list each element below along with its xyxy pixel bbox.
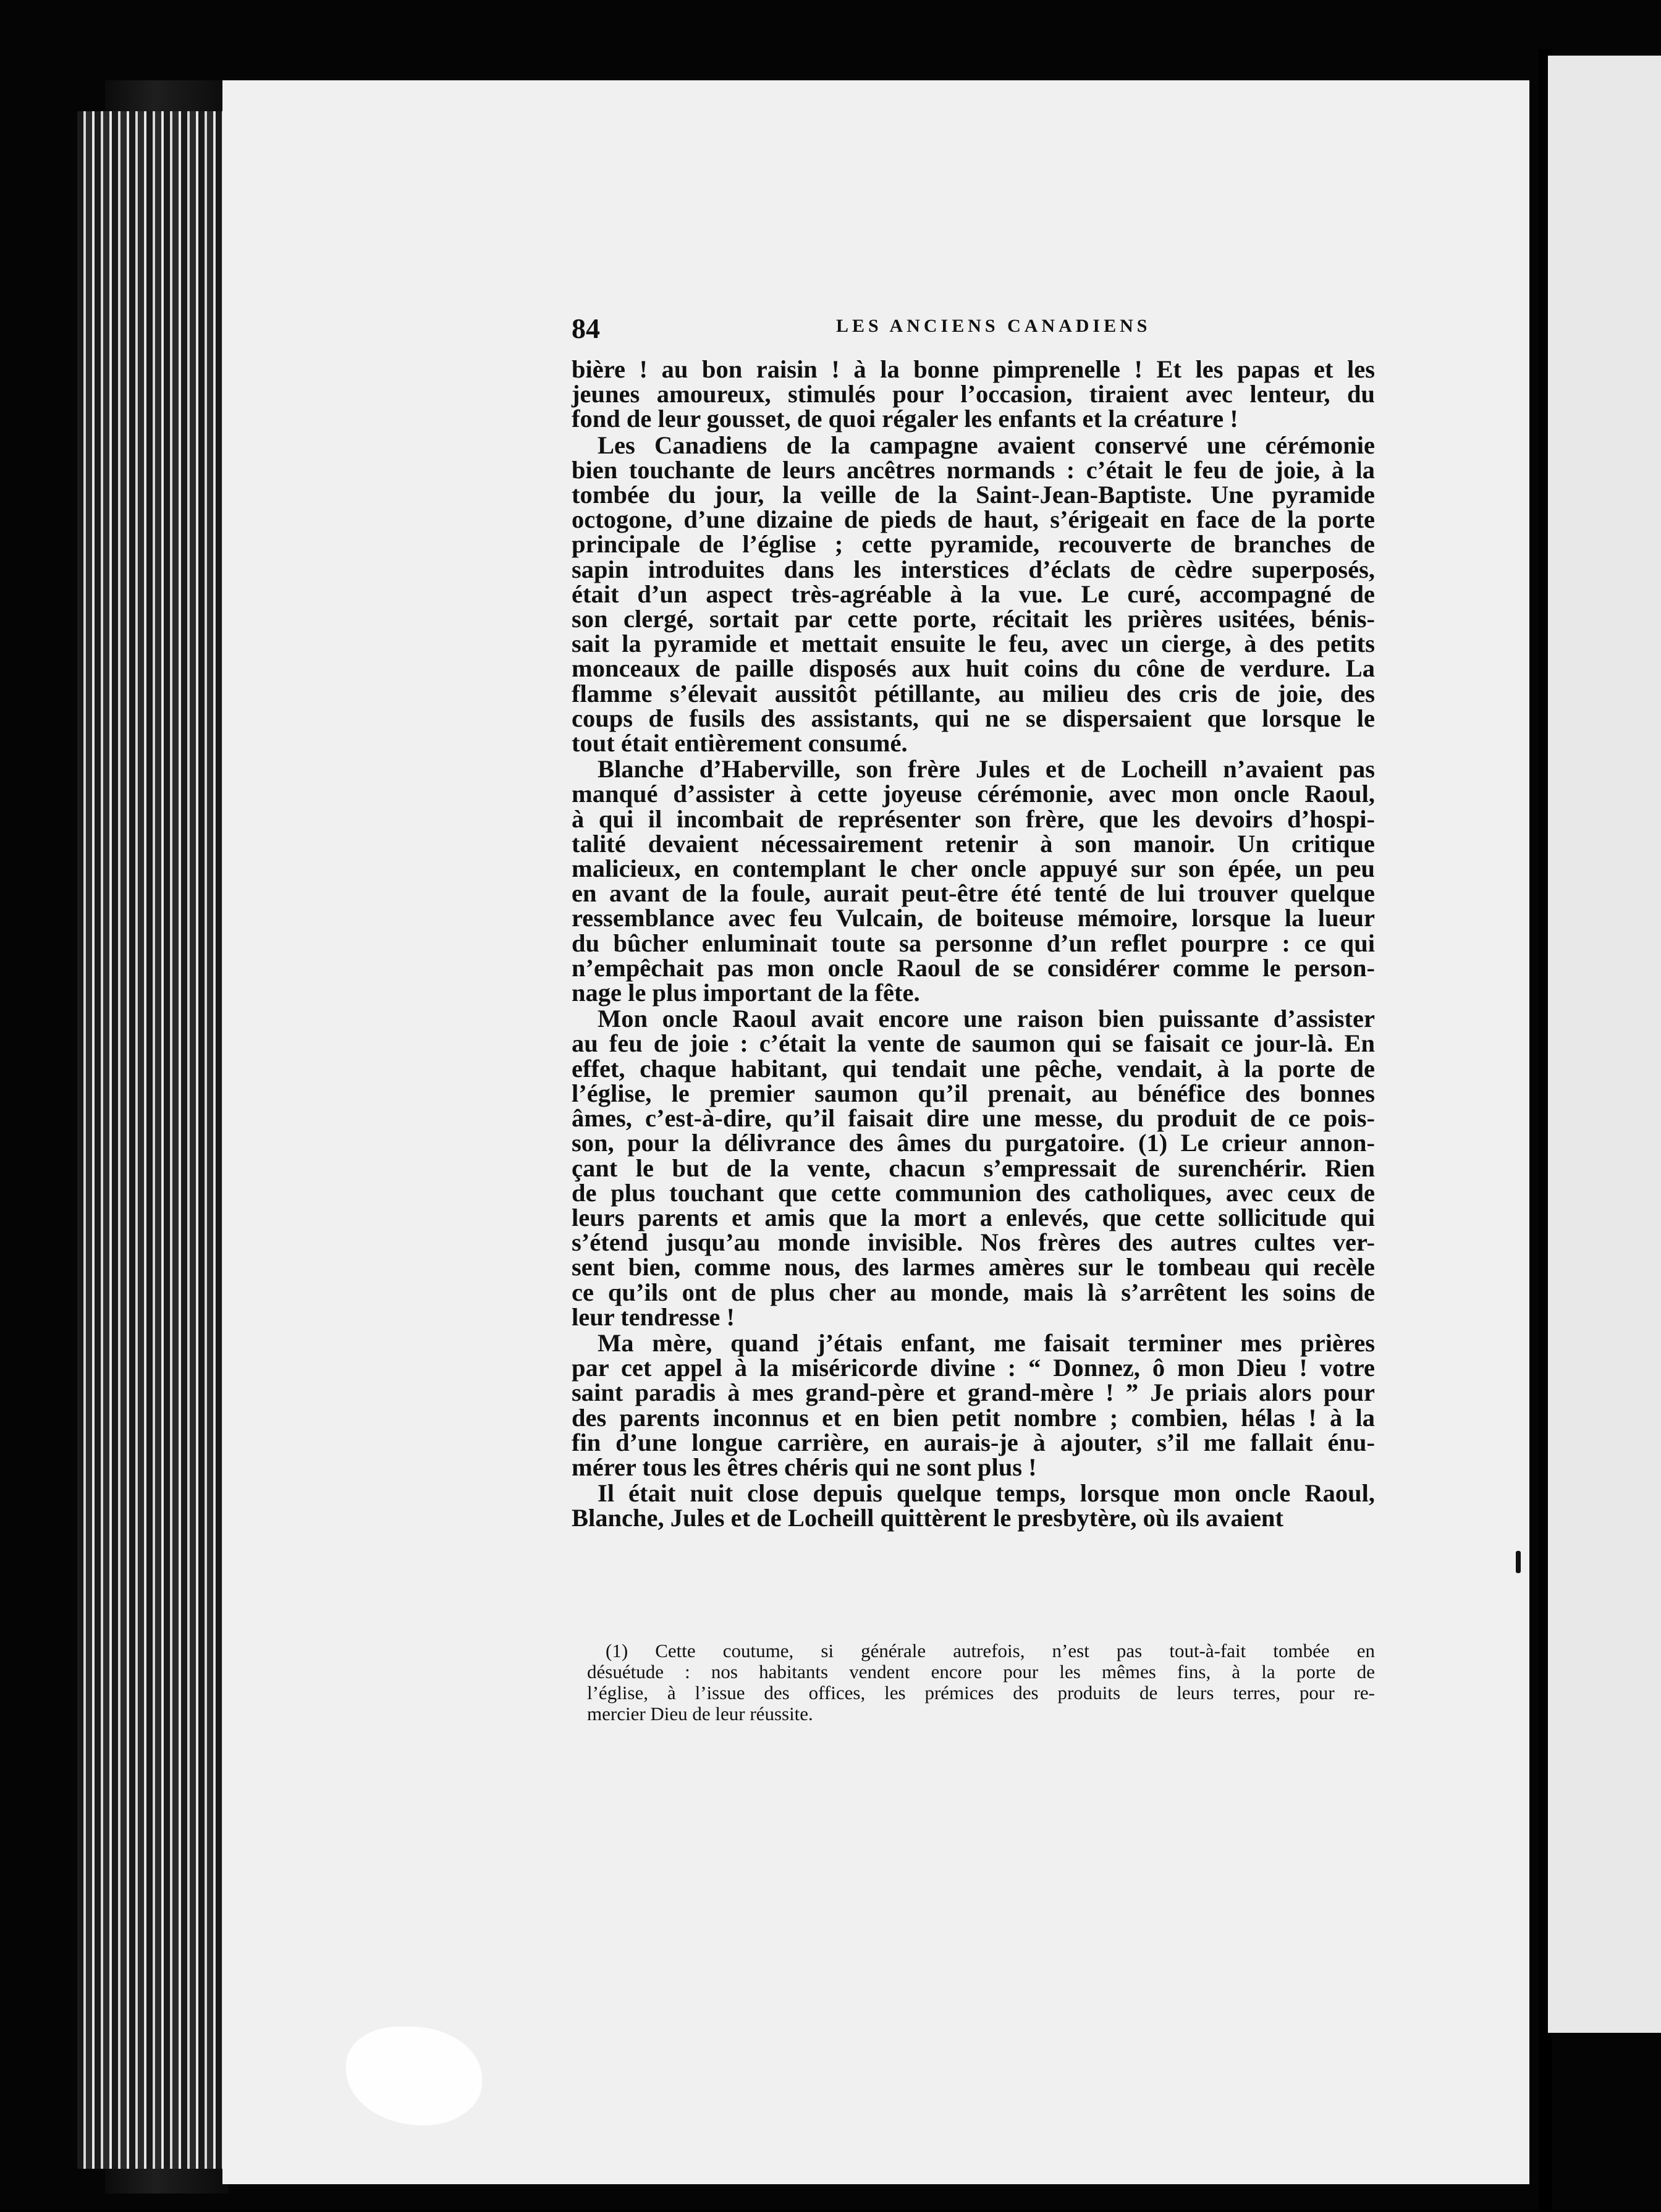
text-line: principale de l’église ; cette pyramide, recouverte de branches de xyxy=(572,530,1375,559)
text-line: sapin introduites dans les interstices d’éclats de cèdre superposés, xyxy=(572,555,1375,583)
text-line: sait la pyramide et mettait ensuite le feu, avec un cierge, à des petits xyxy=(572,630,1375,658)
footnote-line: (1) Cette coutume, si générale autrefois, n’est pas tout-à-fait tombée en xyxy=(606,1640,1375,1661)
text-line: çant le but de la vente, chacun s’empressait de surenchérir. Rien xyxy=(572,1154,1375,1182)
text-line: sent bien, comme nous, des larmes amères sur le tombeau qui recèle xyxy=(572,1253,1375,1281)
facing-page-mark xyxy=(1516,1551,1521,1573)
text-line: au feu de joie : c’était la vente de saumon qui se faisait ce jour-là. En xyxy=(572,1029,1375,1058)
text-line: fin d’une longue carrière, en aurais-je à ajouter, s’il me fallait énu- xyxy=(572,1428,1375,1456)
paragraph xyxy=(572,433,1375,756)
text-line: son clergé, sortait par cette porte, récitait les prières usitées, bénis- xyxy=(572,605,1375,633)
text-line: nage le plus important de la fête. xyxy=(572,979,920,1007)
text-line: effet, chaque habitant, qui tendait une pêche, vendait, à la porte de xyxy=(572,1054,1375,1083)
text-line: n’empêchait pas mon oncle Raoul de se considérer comme le person- xyxy=(572,953,1375,982)
text-line: des parents inconnus et en bien petit nombre ; combien, hélas ! à la xyxy=(572,1403,1375,1432)
text-line: âmes, c’est-à-dire, qu’il faisait dire une messe, du produit de ce pois- xyxy=(572,1104,1375,1133)
text-line: malicieux, en contemplant le cher oncle appuyé sur son épée, un peu xyxy=(572,855,1375,883)
running-head: LES ANCIENS CANADIENS xyxy=(836,316,1151,336)
text-line: l’église, le premier saumon qu’il prenait, au bénéfice des bonnes xyxy=(572,1079,1375,1107)
text-line: Les Canadiens de la campagne avaient conservé une cérémonie xyxy=(598,431,1375,459)
text-line: en avant de la foule, aurait peut-être été tenté de lui trouver quelque xyxy=(572,879,1375,908)
book-page-edges xyxy=(77,111,232,2169)
text-line: tout était entièrement consumé. xyxy=(572,729,908,758)
page-number: 84 xyxy=(572,313,600,344)
text-line: coups de fusils des assistants, qui ne se dispersaient que lorsque le xyxy=(572,704,1375,732)
text-line: bien touchante de leurs ancêtres normands : c’était le feu de joie, à la xyxy=(572,455,1375,484)
footnote xyxy=(587,1640,1375,1724)
text-line: monceaux de paille disposés aux huit coins du cône de verdure. La xyxy=(572,654,1375,683)
text-line: son, pour la délivrance des âmes du purgatoire. (1) Le crieur annon- xyxy=(572,1129,1375,1157)
text-line: bière ! au bon raisin ! à la bonne pimprenelle ! Et les papas et les xyxy=(572,355,1375,383)
text-line: flamme s’élevait aussitôt pétillante, au milieu des cris de joie, des xyxy=(572,679,1375,707)
text-line: du bûcher enluminait toute sa personne d’un reflet pourpre : ce qui xyxy=(572,929,1375,957)
footnote-line: mercier Dieu de leur réussite. xyxy=(587,1703,813,1724)
text-line: Blanche d’Haberville, son frère Jules et de Locheill n’avaient pas xyxy=(598,755,1375,783)
text-line: saint paradis à mes grand-père et grand-mère ! ” Je priais alors pour xyxy=(572,1378,1375,1407)
facing-page-edge xyxy=(1548,56,1661,2033)
body-text xyxy=(572,357,1375,1531)
text-line: était d’un aspect très-agréable à la vue. Le curé, accompagné de xyxy=(572,580,1375,608)
text-line: leurs parents et amis que la mort a enlevés, que cette sollicitude qui xyxy=(572,1203,1375,1231)
text-line: fond de leur gousset, de quoi régaler les enfants et la créature ! xyxy=(572,405,1238,433)
text-line: mérer tous les êtres chéris qui ne sont plus ! xyxy=(572,1453,1037,1481)
text-line: jeunes amoureux, stimulés pour l’occasion, tiraient avec lenteur, du xyxy=(572,380,1375,408)
page-header xyxy=(572,312,1375,343)
footnote-line: l’église, à l’issue des offices, les prémices des produits de leurs terres, pour re- xyxy=(587,1682,1375,1703)
text-line: manqué d’assister à cette joyeuse cérémonie, avec mon oncle Raoul, xyxy=(572,780,1375,808)
paragraph xyxy=(572,1481,1375,1530)
paragraph xyxy=(572,1328,1375,1481)
paragraph xyxy=(572,357,1375,432)
text-line: Ma mère, quand j’étais enfant, me faisait terminer mes prières xyxy=(598,1328,1375,1357)
footnote-line: désuétude : nos habitants vendent encore pour les mêmes fins, à la porte de xyxy=(587,1661,1375,1682)
text-line: ce qu’ils ont de plus cher au monde, mais là s’arrêtent les soins de xyxy=(572,1278,1375,1306)
text-line: leur tendresse ! xyxy=(572,1302,735,1331)
text-line: s’étend jusqu’au monde invisible. Nos frères des autres cultes ver- xyxy=(572,1228,1375,1257)
text-line: ressemblance avec feu Vulcain, de boiteuse mémoire, lorsque la lueur xyxy=(572,904,1375,932)
text-line: Blanche, Jules et de Locheill quittèrent le presbytère, où ils avaient xyxy=(572,1504,1283,1532)
text-line: tombée du jour, la veille de la Saint-Jean-Baptiste. Une pyramide xyxy=(572,481,1375,509)
text-line: par cet appel à la miséricorde divine : “ Donnez, ô mon Dieu ! votre xyxy=(572,1354,1375,1382)
text-line: Mon oncle Raoul avait encore une raison bien puissante d’assister xyxy=(598,1005,1375,1033)
text-line: Il était nuit close depuis quelque temps, lorsque mon oncle Raoul, xyxy=(598,1479,1375,1508)
text-line: octogone, d’une dizaine de pieds de haut, s’érigeait en face de la porte xyxy=(572,505,1375,534)
text-line: talité devaient nécessairement retenir à son manoir. Un critique xyxy=(572,829,1375,858)
text-line: à qui il incombait de représenter son frère, que les devoirs d’hospi- xyxy=(572,804,1375,833)
paragraph xyxy=(572,1007,1375,1330)
paragraph xyxy=(572,757,1375,1005)
text-line: de plus touchant que cette communion des catholiques, avec ceux de xyxy=(572,1178,1375,1207)
